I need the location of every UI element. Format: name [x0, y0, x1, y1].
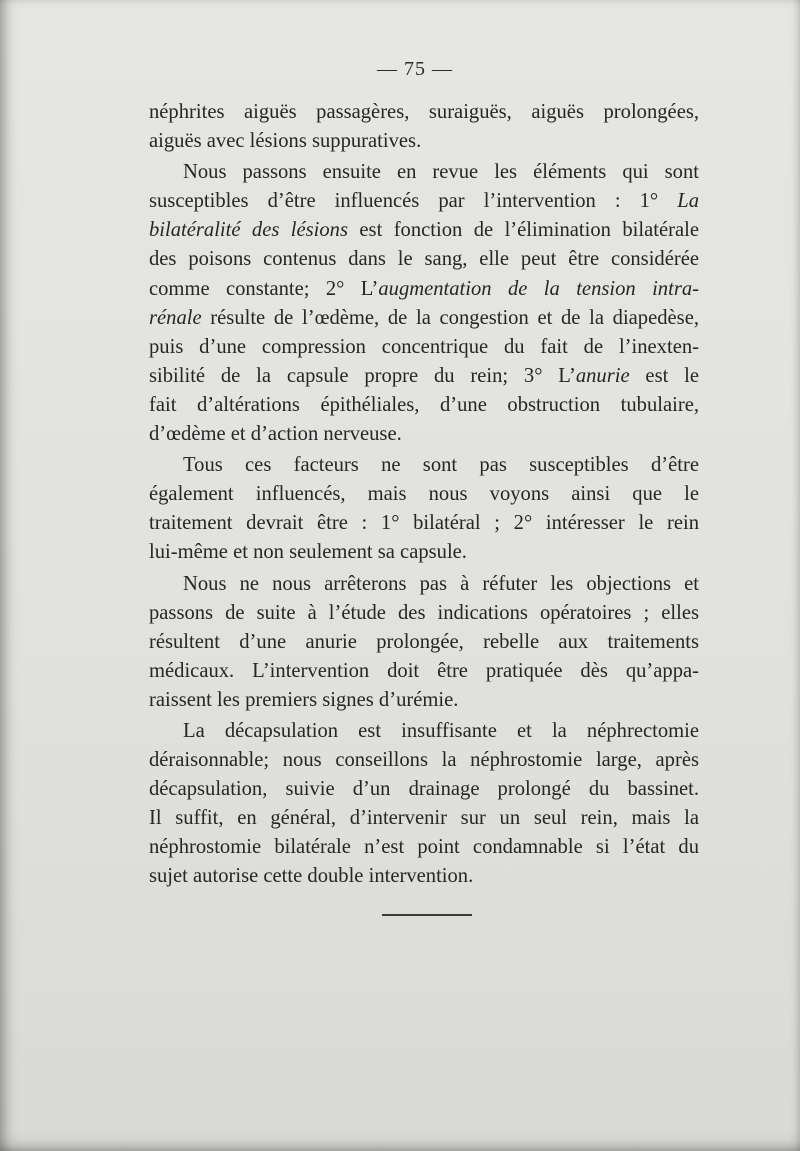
text-line: des poisons contenus dans le sang, elle peut être considérée	[149, 248, 699, 271]
text-line: bilatéralité des lésions est fonction de l’élimination bilatérale	[149, 219, 699, 242]
text-line: également influencés, mais nous voyons ainsi que le	[149, 483, 699, 506]
text-line: fait d’altérations épithéliales, d’une obstruction tubulaire,	[149, 393, 699, 416]
text-line: décapsulation, suivie d’un drainage prolongé du bassinet.	[149, 778, 699, 801]
text-line: sibilité de la capsule propre du rein; 3° L’anurie est le	[149, 364, 699, 387]
text-line: raissent les premiers signes d’urémie.	[149, 688, 459, 711]
text-line: lui-même et non seulement sa capsule.	[149, 541, 467, 564]
text-line: Nous ne nous arrêterons pas à réfuter les objections et	[183, 572, 699, 595]
text-line: Il suffit, en général, d’intervenir sur un seul rein, mais la	[149, 807, 699, 830]
text-line: traitement devrait être : 1° bilatéral ; 2° intéresser le rein	[149, 512, 699, 535]
text-line: néphrites aiguës passagères, suraiguës, aiguës prolongées,	[149, 101, 699, 123]
body-text	[149, 98, 699, 892]
text-line: médicaux. L’intervention doit être pratiquée dès qu’appa-	[149, 659, 699, 682]
text-line: déraisonnable; nous conseillons la néphrostomie large, après	[149, 749, 699, 772]
section-end-rule	[382, 914, 472, 916]
text-line: puis d’une compression concentrique du fait de l’inexten-	[149, 335, 699, 358]
paragraph-4	[149, 570, 699, 715]
text-line: Tous ces facteurs ne sont pas susceptibles d’être	[183, 454, 699, 477]
paragraph-1	[149, 98, 699, 156]
text-line: d’œdème et d’action nerveuse.	[149, 423, 402, 446]
text-line: comme constante; 2° L’augmentation de la tension intra-	[149, 277, 699, 300]
text-line: aiguës avec lésions suppuratives.	[149, 130, 422, 153]
text-line: susceptibles d’être influencés par l’intervention : 1° La	[149, 190, 699, 213]
text-line: La décapsulation est insuffisante et la néphrectomie	[183, 719, 699, 742]
text-line: néphrostomie bilatérale n’est point condamnable si l’état du	[149, 836, 699, 859]
page-number: — 75 —	[377, 58, 453, 80]
text-line: passons de suite à l’étude des indications opératoires ; elles	[149, 601, 699, 624]
paragraph-5	[149, 717, 699, 892]
text-line: sujet autorise cette double intervention.	[149, 865, 474, 888]
text-line: résultent d’une anurie prolongée, rebelle aux traitements	[149, 630, 699, 653]
paragraph-3	[149, 451, 699, 567]
paragraph-2	[149, 158, 699, 449]
text-line: rénale résulte de l’œdème, de la congestion et de la diapedèse,	[149, 306, 699, 329]
text-line: Nous passons ensuite en revue les éléments qui sont	[183, 161, 699, 184]
